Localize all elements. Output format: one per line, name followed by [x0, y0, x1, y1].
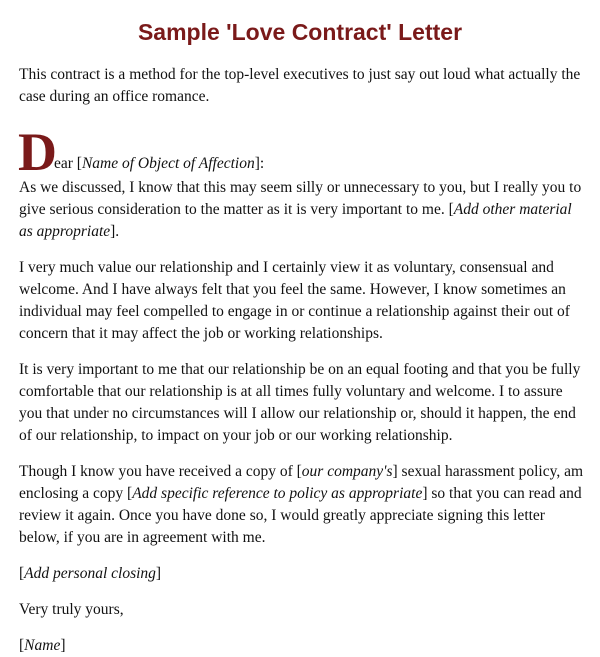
- paragraph-1-end: ].: [110, 223, 120, 240]
- paragraph-1: [19, 177, 585, 243]
- company-placeholder: our company's: [301, 463, 393, 480]
- letter-title: Sample 'Love Contract' Letter: [137, 19, 463, 45]
- name-placeholder: Name: [24, 637, 61, 654]
- drop-cap: D: [18, 122, 57, 182]
- signoff: Very truly yours,: [19, 601, 124, 618]
- paragraph-1-text: As we discussed, I know that this may seem silly or unnecessary to you, but I really you to give serious consideration to the matter as it is very important to me. [: [19, 179, 582, 218]
- salutation-end: ]:: [254, 155, 265, 172]
- paragraph-4: [19, 461, 585, 549]
- letter-body: [19, 64, 585, 657]
- paragraph-4-text-c: ] so that you can read and review it again. Once you have done so, I would greatly appreciate signing this letter below, if you are in agreement with me.: [19, 485, 582, 546]
- salutation-placeholder: Name of Object of Affection: [81, 155, 255, 172]
- paragraph-1-placeholder: Add other material as appropriate: [19, 201, 572, 240]
- policy-placeholder: Add specific reference to policy as appropriate: [132, 485, 423, 502]
- paragraph-2: I very much value our relationship and I certainly view it as voluntary, consensual and welcome. And I have always felt that you feel the same. However, I know sometimes an individual may feel compelled to engage in or continue a relationship against their out of concern that it may affect the job or working relationships.: [19, 259, 570, 342]
- salutation: [54, 153, 264, 175]
- paragraph-4-text-a: Though I know you have received a copy of [: [19, 463, 302, 480]
- closing-placeholder: Add personal closing: [24, 565, 156, 582]
- paragraph-3: It is very important to me that our relationship be on an equal footing and that you be fully comfortable that our relationship is at all times fully voluntary and welcome. I to assure you that under no circumstances will I allow our relationship or, should it happen, the end of our relationship, to impact on your job or our working relationship.: [19, 361, 581, 444]
- personal-closing: [Add personal closing]: [19, 565, 162, 582]
- signature-name: [Name]: [19, 637, 66, 654]
- intro-paragraph: This contract is a method for the top-level executives to just say out loud what actually the case during an office romance.: [19, 66, 581, 105]
- salutation-line: [18, 122, 585, 182]
- paragraph-4-text-b: ] sexual harassment policy, am enclosing a copy [: [19, 463, 584, 502]
- salutation-text: ear [: [54, 155, 82, 172]
